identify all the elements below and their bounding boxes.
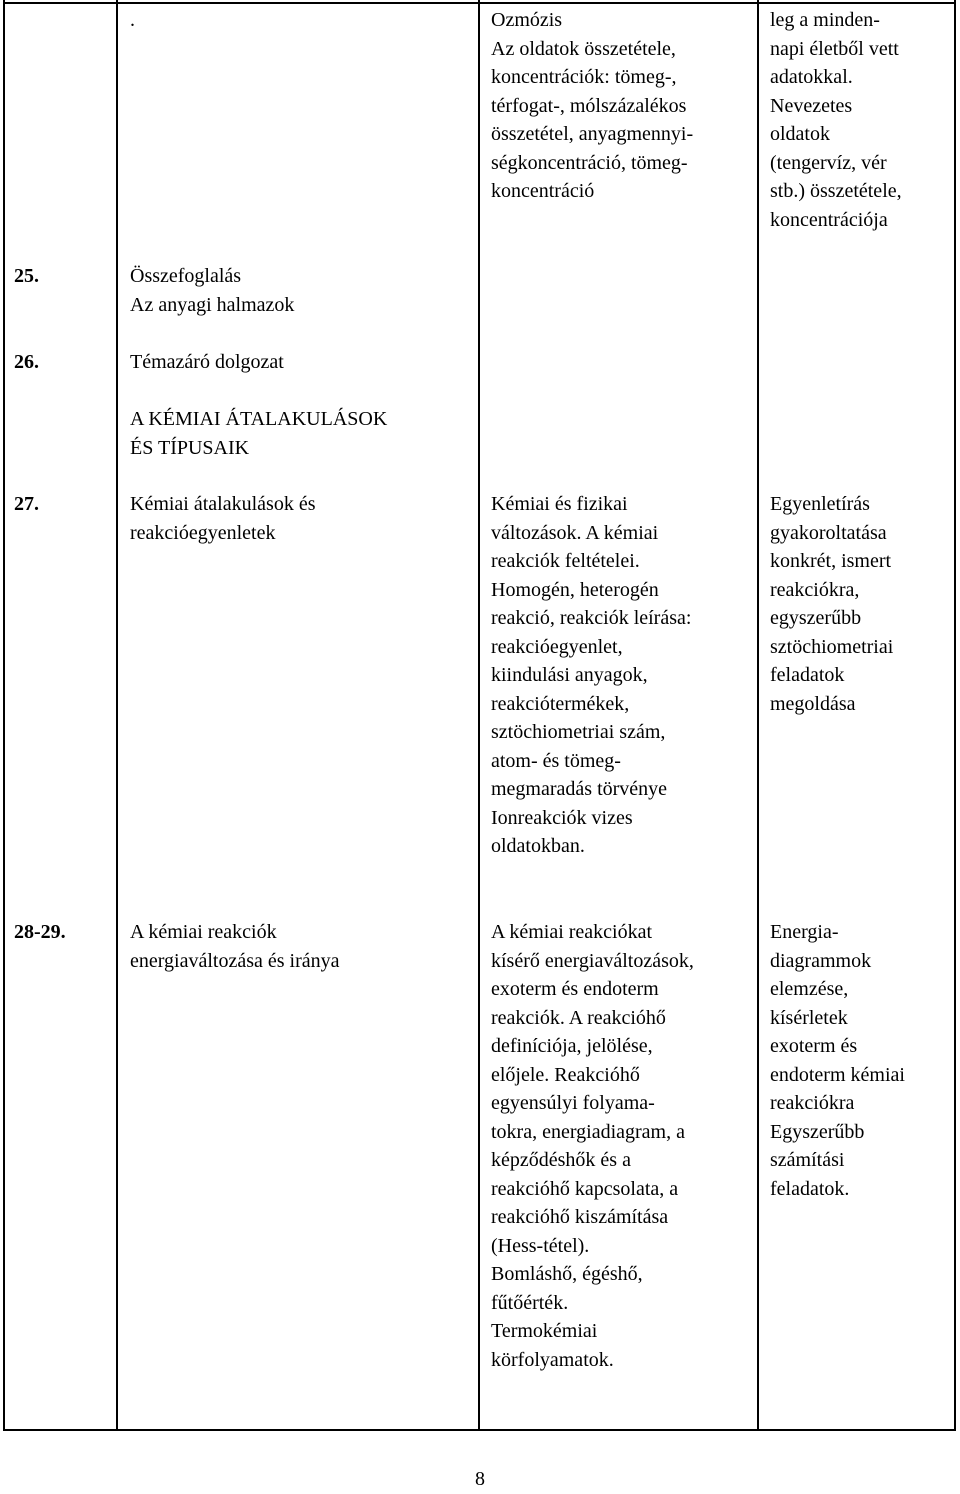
row-number: 28-29.: [14, 921, 66, 943]
column-divider: [116, 0, 118, 1431]
content-cell: A kémiai reakciókat kísérő energiaváltozások, exoterm és endoterm reakciók. A reakcióhő definíciója, jelölése, előjele. Reakcióhő egyensúlyi folyama- tokra, energiadiagram, a képződéshők és a reakcióhő kapcsolata, a reakcióhő kiszámítása (Hess-tétel). Bomláshő, égéshő, fűtőérték. Termokémiai körfolyamatok.: [491, 921, 694, 1371]
topic-cell: Témazáró dolgozat: [130, 351, 284, 373]
topic-cell: A kémiai reakciók energiaváltozása és iránya: [130, 921, 340, 972]
table-border-left: [3, 0, 5, 1431]
topic-cell: .: [130, 9, 135, 31]
row-number: 27.: [14, 493, 39, 515]
table-border-top: [4, 2, 956, 4]
content-cell: Kémiai és fizikai változások. A kémiai reakciók feltételei. Homogén, heterogén reakció, reakciók leírása: reakcióegyenlet, kiindulási anyagok, reakciótermékek, sztöchiometriai szám, atom- és tömeg- megmaradás törvénye Ionreakciók vizes oldatokban.: [491, 493, 692, 857]
row-number: 26.: [14, 351, 39, 373]
content-cell: Ozmózis Az oldatok összetétele, koncentrációk: tömeg-, térfogat-, mólszázalékos összetétel, anyagmennyi- ségkoncentráció, tömeg- koncentráció: [491, 9, 694, 202]
activity-cell: leg a minden- napi életből vett adatokkal. Nevezetes oldatok (tengervíz, vér stb.) összetétele, koncentrációja: [770, 9, 902, 231]
column-divider: [757, 0, 759, 1431]
column-divider: [478, 0, 480, 1431]
activity-cell: Energia- diagrammok elemzése, kísérletek exoterm és endoterm kémiai reakciókra Egyszerűbb számítási feladatok.: [770, 921, 905, 1200]
row-number: 25.: [14, 265, 39, 287]
activity-cell: Egyenletírás gyakoroltatása konkrét, ismert reakciókra, egyszerűbb sztöchiometriai feladatok megoldása: [770, 493, 894, 715]
page-number: 8: [475, 1468, 485, 1490]
section-heading: A KÉMIAI ÁTALAKULÁSOK ÉS TÍPUSAIK: [130, 408, 388, 459]
topic-cell: Összefoglalás Az anyagi halmazok: [130, 265, 295, 316]
table-border-bottom: [4, 1429, 956, 1431]
topic-cell: Kémiai átalakulások és reakcióegyenletek: [130, 493, 316, 544]
table-border-right: [954, 0, 956, 1431]
